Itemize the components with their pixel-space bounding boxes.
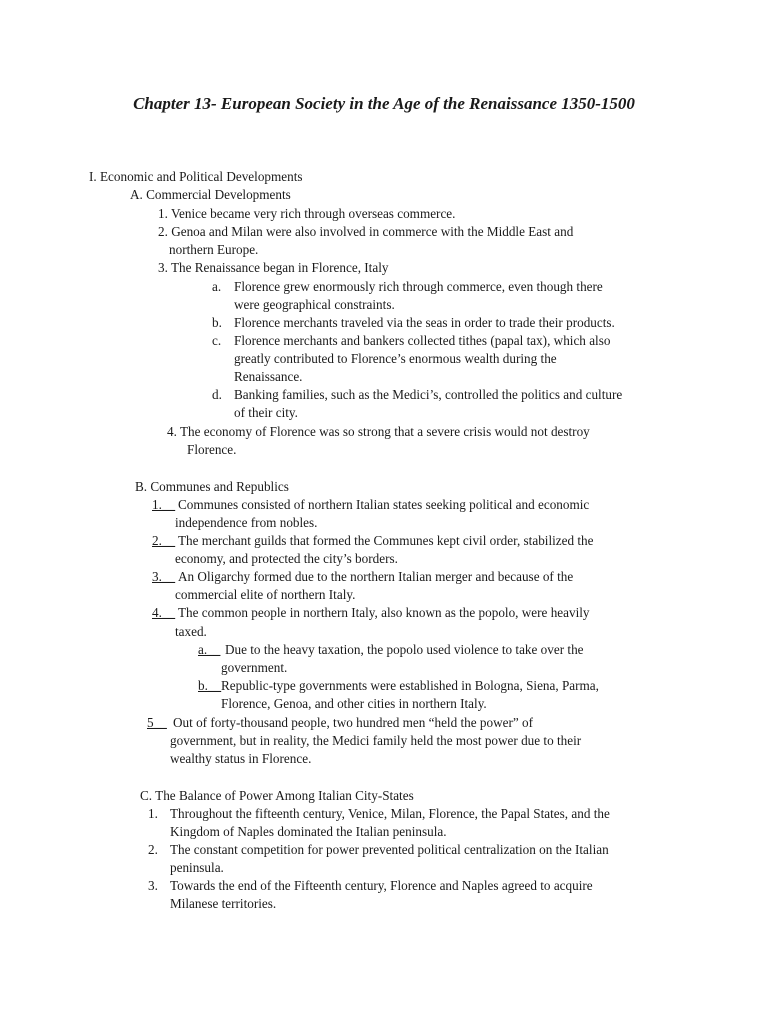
section-heading: I. Economic and Political Developments — [89, 169, 303, 184]
page-title: Chapter 13- European Society in the Age of the Renaissance 1350-1500 — [133, 94, 635, 113]
list-marker: 5__ — [147, 715, 167, 730]
list-item-continuation: independence from nobles. — [175, 515, 318, 530]
list-item-continuation: greatly contributed to Florence’s enormous wealth during the — [234, 351, 557, 366]
list-item: An Oligarchy formed due to the northern Italian merger and because of the — [178, 569, 574, 584]
list-item-continuation: northern Europe. — [169, 242, 259, 257]
list-item: 3. The Renaissance began in Florence, Italy — [158, 260, 389, 275]
subsection-heading: A. Commercial Developments — [130, 187, 291, 202]
list-item-continuation: government, but in reality, the Medici family held the most power due to their — [170, 733, 582, 748]
list-item: 1. Venice became very rich through overseas commerce. — [158, 206, 456, 221]
list-marker: 3.__ — [152, 569, 176, 584]
list-item: Banking families, such as the Medici’s, controlled the politics and culture — [234, 387, 623, 402]
list-marker: 2.__ — [152, 533, 176, 548]
list-marker: 2. — [148, 842, 158, 857]
subsection-heading: C. The Balance of Power Among Italian City-States — [140, 788, 414, 803]
list-item-continuation: Florence, Genoa, and other cities in northern Italy. — [221, 696, 487, 711]
list-item-continuation: Kingdom of Naples dominated the Italian peninsula. — [170, 824, 447, 839]
list-item-continuation: of their city. — [234, 405, 298, 420]
subsection-heading: B. Communes and Republics — [135, 479, 289, 494]
list-marker: a.__ — [198, 642, 221, 657]
list-item: Towards the end of the Fifteenth century, Florence and Naples agreed to acquire — [170, 878, 593, 893]
list-item-continuation: were geographical constraints. — [234, 297, 395, 312]
list-item-continuation: taxed. — [175, 624, 207, 639]
list-item-continuation: peninsula. — [170, 860, 224, 875]
list-item: Florence grew enormously rich through commerce, even though there — [234, 279, 603, 294]
list-item: Communes consisted of northern Italian states seeking political and economic — [178, 497, 590, 512]
list-item: Throughout the fifteenth century, Venice, Milan, Florence, the Papal States, and the — [170, 806, 610, 821]
list-marker: b. — [212, 315, 222, 330]
list-marker: 3. — [148, 878, 158, 893]
list-item-continuation: economy, and protected the city’s borders. — [175, 551, 398, 566]
list-marker: c. — [212, 333, 222, 348]
list-item-continuation: government. — [221, 660, 288, 675]
list-item: Florence merchants and bankers collected tithes (papal tax), which also — [234, 333, 611, 348]
list-item: Florence merchants traveled via the seas in order to trade their products. — [234, 315, 615, 330]
list-marker: 1.__ — [152, 497, 176, 512]
list-item: 4. The economy of Florence was so strong that a severe crisis would not destroy — [167, 424, 590, 439]
list-item-continuation: commercial elite of northern Italy. — [175, 587, 356, 602]
list-item: Due to the heavy taxation, the popolo used violence to take over the — [225, 642, 584, 657]
list-marker: 4.__ — [152, 605, 176, 620]
list-marker: 1. — [148, 806, 158, 821]
list-marker: b.__ — [198, 678, 222, 693]
list-item-continuation: Milanese territories. — [170, 896, 277, 911]
list-item: The constant competition for power prevented political centralization on the Italian — [170, 842, 609, 857]
list-item-continuation: Renaissance. — [234, 369, 303, 384]
list-item: Republic-type governments were established in Bologna, Siena, Parma, — [221, 678, 599, 693]
list-item: 2. Genoa and Milan were also involved in commerce with the Middle East and — [158, 224, 574, 239]
list-marker: a. — [212, 279, 222, 294]
list-item: The common people in northern Italy, also known as the popolo, were heavily — [178, 605, 590, 620]
list-marker: d. — [212, 387, 222, 402]
list-item: Out of forty-thousand people, two hundred men “held the power” of — [173, 715, 533, 730]
list-item-continuation: wealthy status in Florence. — [170, 751, 312, 766]
list-item-continuation: Florence. — [187, 442, 237, 457]
list-item: The merchant guilds that formed the Communes kept civil order, stabilized the — [178, 533, 594, 548]
